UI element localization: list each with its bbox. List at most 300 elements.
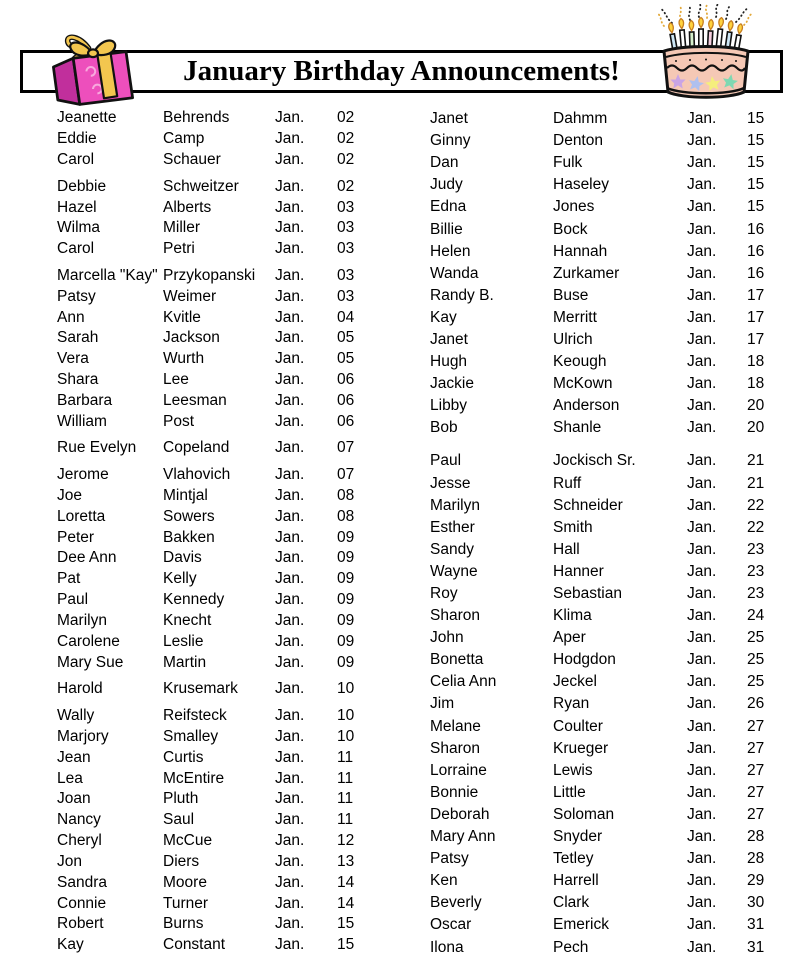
first-name: Vera — [57, 350, 89, 368]
table-row — [430, 782, 790, 804]
day: 27 — [747, 739, 765, 757]
first-name: Lorraine — [430, 761, 487, 779]
first-name: Marilyn — [57, 612, 107, 630]
month: Jan. — [687, 562, 717, 580]
day: 16 — [747, 264, 765, 282]
table-row — [430, 936, 790, 958]
month: Jan. — [275, 151, 305, 169]
first-name: Dee Ann — [57, 549, 117, 567]
first-name: Ken — [430, 872, 458, 890]
table-row — [430, 218, 790, 240]
last-name: Jockisch Sr. — [553, 452, 636, 470]
first-name: Billie — [430, 220, 463, 238]
first-name: Kay — [57, 936, 84, 954]
first-name: Jackie — [430, 375, 474, 393]
day: 07 — [337, 439, 355, 457]
month: Jan. — [687, 629, 717, 647]
month: Jan. — [275, 528, 305, 546]
month: Jan. — [687, 938, 717, 956]
first-name: Deborah — [430, 805, 490, 823]
table-row — [57, 307, 387, 328]
month: Jan. — [275, 852, 305, 870]
month: Jan. — [275, 466, 305, 484]
last-name: Coulter — [553, 717, 603, 735]
month: Jan. — [687, 397, 717, 415]
last-name: Reifsteck — [163, 706, 227, 724]
month: Jan. — [687, 783, 717, 801]
first-name: Pat — [57, 570, 81, 588]
table-row — [57, 527, 387, 548]
last-name: Hanner — [553, 562, 604, 580]
first-name: Sharon — [430, 607, 480, 625]
day: 15 — [747, 176, 765, 194]
day: 20 — [747, 419, 765, 437]
first-name: Paul — [57, 591, 89, 609]
last-name: Bakken — [163, 528, 215, 546]
first-name: Ann — [57, 308, 85, 326]
last-name: Keough — [553, 353, 607, 371]
table-row — [57, 569, 387, 590]
month: Jan. — [275, 109, 305, 127]
last-name: Krueger — [553, 739, 609, 757]
table-row — [430, 495, 790, 517]
table-row — [430, 870, 790, 892]
last-name: Dahmm — [553, 110, 608, 128]
first-name: Libby — [430, 397, 468, 415]
month: Jan. — [687, 419, 717, 437]
day: 11 — [337, 811, 354, 829]
first-name: Sharon — [430, 739, 480, 757]
day: 16 — [747, 242, 765, 260]
first-name: Jesse — [430, 474, 471, 492]
day: 17 — [747, 308, 765, 326]
first-name: Loretta — [57, 507, 106, 525]
last-name: Ryan — [553, 695, 590, 713]
month: Jan. — [687, 607, 717, 625]
day: 09 — [337, 549, 355, 567]
table-row — [430, 417, 790, 439]
month: Jan. — [275, 727, 305, 745]
month: Jan. — [275, 198, 305, 216]
table-row — [57, 611, 387, 632]
last-name: Ulrich — [553, 330, 593, 348]
month: Jan. — [687, 540, 717, 558]
first-name: Wayne — [430, 562, 478, 580]
first-name: Wilma — [57, 219, 101, 237]
table-row — [430, 196, 790, 218]
day: 03 — [337, 266, 355, 284]
last-name: Miller — [163, 219, 201, 237]
first-name: Wanda — [430, 264, 479, 282]
month: Jan. — [687, 375, 717, 393]
day: 14 — [337, 873, 355, 891]
day: 22 — [747, 518, 765, 536]
table-row — [57, 506, 387, 527]
table-row — [57, 370, 387, 391]
first-name: Connie — [57, 894, 107, 912]
day: 08 — [337, 486, 355, 504]
month: Jan. — [687, 717, 717, 735]
day: 09 — [337, 570, 355, 588]
day: 28 — [747, 850, 765, 868]
first-name: Cheryl — [57, 832, 102, 850]
table-row — [57, 747, 387, 768]
day: 10 — [337, 680, 355, 698]
day: 10 — [337, 727, 355, 745]
table-row — [430, 583, 790, 605]
day: 03 — [337, 219, 355, 237]
last-name: Schweitzer — [163, 177, 239, 195]
first-name: Carol — [57, 151, 95, 169]
last-name: Krusemark — [163, 680, 238, 698]
first-name: Hazel — [57, 198, 97, 216]
last-name: Kvitle — [163, 308, 201, 326]
month: Jan. — [275, 612, 305, 630]
first-name: Wally — [57, 706, 95, 724]
first-name: Celia Ann — [430, 673, 497, 691]
first-name: Edna — [430, 198, 467, 216]
table-row — [430, 174, 790, 196]
day: 27 — [747, 783, 765, 801]
month: Jan. — [275, 266, 305, 284]
day: 09 — [337, 612, 355, 630]
last-name: Zurkamer — [553, 264, 620, 282]
table-row — [57, 266, 387, 287]
month: Jan. — [687, 894, 717, 912]
first-name: Jean — [57, 748, 91, 766]
month: Jan. — [275, 350, 305, 368]
month: Jan. — [687, 353, 717, 371]
table-row — [430, 263, 790, 285]
table-row — [57, 328, 387, 349]
last-name: Bock — [553, 220, 588, 238]
table-row — [430, 760, 790, 782]
day: 25 — [747, 651, 765, 669]
last-name: Leesman — [163, 391, 227, 409]
last-name: Snyder — [553, 828, 603, 846]
table-row — [430, 351, 790, 373]
month: Jan. — [275, 219, 305, 237]
month: Jan. — [275, 439, 305, 457]
first-name: Shara — [57, 371, 99, 389]
last-name: Jones — [553, 198, 595, 216]
day: 09 — [337, 653, 355, 671]
month: Jan. — [687, 585, 717, 603]
month: Jan. — [275, 653, 305, 671]
first-name: Jeanette — [57, 109, 117, 127]
last-name: Lee — [163, 371, 189, 389]
first-name: Robert — [57, 915, 104, 933]
day: 23 — [747, 562, 765, 580]
month: Jan. — [687, 673, 717, 691]
table-row — [430, 738, 790, 760]
month: Jan. — [687, 286, 717, 304]
first-name: Lea — [57, 769, 83, 787]
day: 21 — [747, 452, 765, 470]
day: 18 — [747, 375, 765, 393]
table-row — [430, 627, 790, 649]
table-row — [430, 152, 790, 174]
first-name: Mary Ann — [430, 828, 496, 846]
last-name: Fulk — [553, 154, 583, 172]
table-row — [57, 679, 387, 700]
table-row — [57, 176, 387, 197]
table-row — [57, 411, 387, 432]
month: Jan. — [687, 110, 717, 128]
last-name: Anderson — [553, 397, 620, 415]
day: 31 — [747, 916, 765, 934]
month: Jan. — [687, 264, 717, 282]
day: 06 — [337, 412, 355, 430]
month: Jan. — [275, 507, 305, 525]
last-name: Knecht — [163, 612, 212, 630]
first-name: Oscar — [430, 916, 472, 934]
table-row — [430, 716, 790, 738]
day: 04 — [337, 308, 355, 326]
month: Jan. — [687, 496, 717, 514]
first-name: Peter — [57, 528, 95, 546]
table-row — [57, 810, 387, 831]
first-name: Roy — [430, 585, 458, 603]
table-row — [57, 486, 387, 507]
table-row — [57, 831, 387, 852]
birthday-cake-icon — [650, 4, 762, 107]
day: 08 — [337, 507, 355, 525]
first-name: Bonetta — [430, 651, 484, 669]
last-name: Schneider — [553, 496, 623, 514]
last-name: Lewis — [553, 761, 593, 779]
month: Jan. — [687, 176, 717, 194]
month: Jan. — [687, 695, 717, 713]
first-name: Bob — [430, 419, 458, 437]
month: Jan. — [687, 651, 717, 669]
day: 10 — [337, 706, 355, 724]
first-name: Patsy — [430, 850, 469, 868]
day: 27 — [747, 805, 765, 823]
first-name: Melane — [430, 717, 481, 735]
last-name: Post — [163, 412, 195, 430]
last-name: Petri — [163, 240, 195, 258]
day: 28 — [747, 828, 765, 846]
first-name: Judy — [430, 176, 463, 194]
table-row — [430, 804, 790, 826]
table-row — [430, 892, 790, 914]
month: Jan. — [275, 915, 305, 933]
day: 15 — [747, 198, 765, 216]
first-name: Janet — [430, 330, 468, 348]
table-row — [57, 548, 387, 569]
last-name: Alberts — [163, 198, 212, 216]
day: 06 — [337, 391, 355, 409]
page-title: January Birthday Announcements! — [183, 55, 620, 87]
table-row — [430, 826, 790, 848]
first-name: Hugh — [430, 353, 468, 371]
table-row — [57, 218, 387, 239]
day: 31 — [747, 938, 765, 956]
month: Jan. — [687, 132, 717, 150]
first-name: Debbie — [57, 177, 107, 195]
table-row — [57, 286, 387, 307]
month: Jan. — [275, 748, 305, 766]
month: Jan. — [275, 486, 305, 504]
last-name: Sowers — [163, 507, 215, 525]
last-name: Smith — [553, 518, 593, 536]
last-name: Behrends — [163, 109, 230, 127]
first-name: Kay — [430, 308, 457, 326]
day: 29 — [747, 872, 765, 890]
last-name: Little — [553, 783, 586, 801]
month: Jan. — [275, 287, 305, 305]
birthday-list-left-column — [57, 108, 387, 956]
day: 03 — [337, 240, 355, 258]
last-name: Harrell — [553, 872, 599, 890]
day: 02 — [337, 151, 355, 169]
month: Jan. — [687, 154, 717, 172]
table-row — [430, 914, 790, 936]
month: Jan. — [275, 632, 305, 650]
last-name: Emerick — [553, 916, 609, 934]
table-row — [57, 789, 387, 810]
table-row — [57, 438, 387, 459]
month: Jan. — [275, 873, 305, 891]
first-name: Barbara — [57, 391, 113, 409]
table-row — [57, 768, 387, 789]
first-name: Nancy — [57, 811, 101, 829]
first-name: Ginny — [430, 132, 471, 150]
table-row — [57, 150, 387, 171]
month: Jan. — [275, 832, 305, 850]
table-row — [430, 649, 790, 671]
month: Jan. — [687, 242, 717, 260]
month: Jan. — [687, 872, 717, 890]
month: Jan. — [275, 811, 305, 829]
last-name: Diers — [163, 852, 200, 870]
last-name: Hannah — [553, 242, 608, 260]
table-row — [57, 465, 387, 486]
table-row — [57, 706, 387, 727]
last-name: Merritt — [553, 308, 597, 326]
day: 09 — [337, 528, 355, 546]
first-name: Randy B. — [430, 286, 494, 304]
first-name: John — [430, 629, 464, 647]
table-row — [57, 349, 387, 370]
table-row — [430, 450, 790, 472]
first-name: Bonnie — [430, 783, 479, 801]
day: 30 — [747, 894, 765, 912]
last-name: Klima — [553, 607, 592, 625]
first-name: Sandra — [57, 873, 107, 891]
last-name: Camp — [163, 130, 205, 148]
table-row — [430, 241, 790, 263]
first-name: Joe — [57, 486, 82, 504]
last-name: Hodgdon — [553, 651, 616, 669]
day: 15 — [337, 936, 355, 954]
last-name: Kelly — [163, 570, 197, 588]
day: 02 — [337, 130, 355, 148]
day: 14 — [337, 894, 355, 912]
last-name: Pech — [553, 938, 589, 956]
first-name: Carol — [57, 240, 95, 258]
day: 12 — [337, 832, 355, 850]
first-name: Jerome — [57, 466, 109, 484]
last-name: Wurth — [163, 350, 205, 368]
month: Jan. — [275, 790, 305, 808]
gift-icon — [38, 34, 148, 116]
table-row — [57, 652, 387, 673]
month: Jan. — [275, 894, 305, 912]
month: Jan. — [275, 706, 305, 724]
table-row — [430, 108, 790, 130]
last-name: Davis — [163, 549, 202, 567]
first-name: William — [57, 412, 107, 430]
day: 05 — [337, 350, 355, 368]
day: 06 — [337, 371, 355, 389]
first-name: Patsy — [57, 287, 96, 305]
first-name: Beverly — [430, 894, 482, 912]
table-row — [57, 726, 387, 747]
last-name: Moore — [163, 873, 207, 891]
last-name: Aper — [553, 629, 586, 647]
month: Jan. — [275, 591, 305, 609]
day: 25 — [747, 673, 765, 691]
last-name: Smalley — [163, 727, 219, 745]
day: 17 — [747, 286, 765, 304]
table-row — [430, 395, 790, 417]
first-name: Joan — [57, 790, 91, 808]
table-row — [57, 935, 387, 956]
month: Jan. — [275, 680, 305, 698]
month: Jan. — [687, 761, 717, 779]
first-name: Eddie — [57, 130, 97, 148]
day: 02 — [337, 177, 355, 195]
month: Jan. — [687, 474, 717, 492]
first-name: Carolene — [57, 632, 120, 650]
month: Jan. — [275, 936, 305, 954]
day: 11 — [337, 790, 354, 808]
last-name: Pluth — [163, 790, 199, 808]
day: 02 — [337, 109, 355, 127]
day: 16 — [747, 220, 765, 238]
day: 23 — [747, 585, 765, 603]
day: 22 — [747, 496, 765, 514]
table-row — [430, 539, 790, 561]
last-name: Schauer — [163, 151, 221, 169]
table-row — [430, 307, 790, 329]
day: 03 — [337, 198, 355, 216]
first-name: Dan — [430, 154, 459, 172]
month: Jan. — [275, 130, 305, 148]
month: Jan. — [687, 850, 717, 868]
day: 15 — [747, 132, 765, 150]
table-row — [430, 517, 790, 539]
table-row — [430, 285, 790, 307]
table-row — [57, 239, 387, 260]
last-name: Burns — [163, 915, 204, 933]
day: 15 — [747, 110, 765, 128]
table-row — [57, 391, 387, 412]
table-row — [57, 631, 387, 652]
last-name: Vlahovich — [163, 466, 231, 484]
day: 24 — [747, 607, 765, 625]
day: 23 — [747, 540, 765, 558]
last-name: Przykopanski — [163, 266, 256, 284]
day: 20 — [747, 397, 765, 415]
first-name: Mary Sue — [57, 653, 124, 671]
last-name: Buse — [553, 286, 589, 304]
month: Jan. — [275, 570, 305, 588]
month: Jan. — [275, 371, 305, 389]
first-name: Paul — [430, 452, 462, 470]
